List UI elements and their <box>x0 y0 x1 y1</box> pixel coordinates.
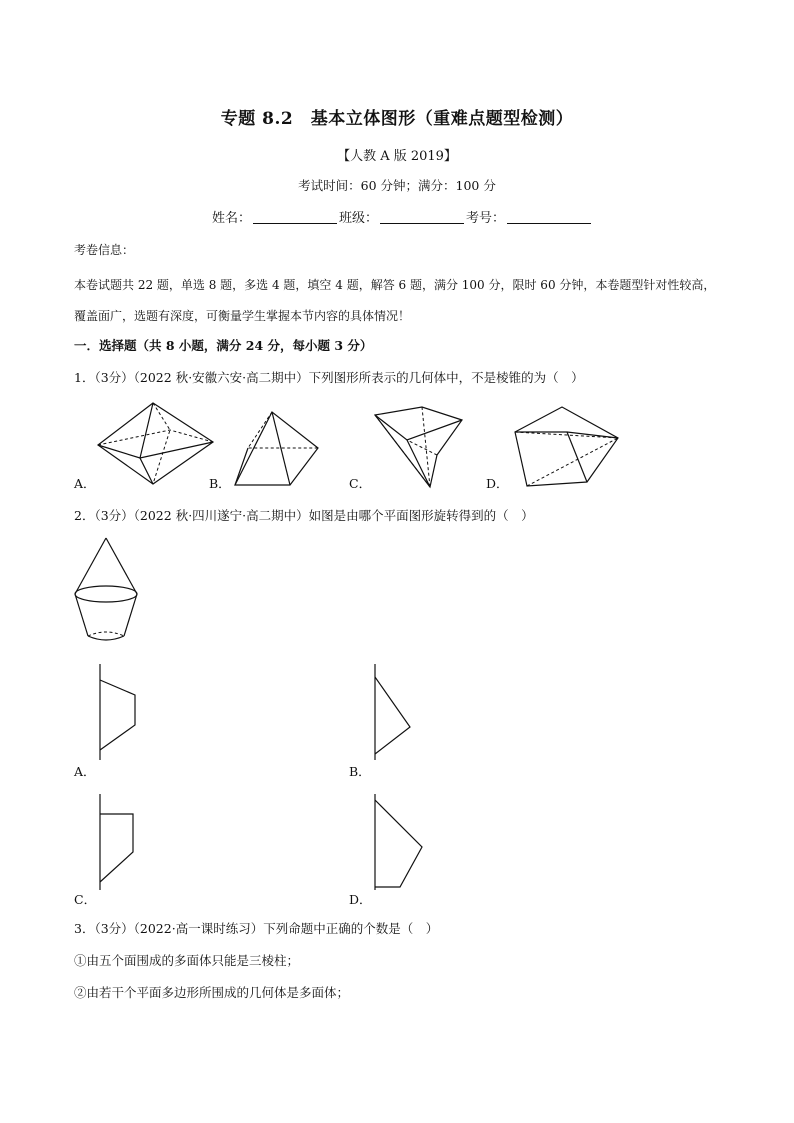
name-label: 姓名： <box>212 211 252 226</box>
q3-statement-1: ①由五个面围成的多面体只能是三棱柱； <box>74 953 300 968</box>
q2-option-b[interactable]: B． <box>349 764 371 779</box>
q1-figure-d <box>512 404 622 490</box>
section-heading: 一．选择题（共 8 小题，满分 24 分，每小题 3 分） <box>74 338 373 353</box>
q1-figure-a <box>95 400 215 490</box>
page-title: 专题 8.2 基本立体图形（重难点题型检测） <box>220 109 574 129</box>
q2-option-c[interactable]: C． <box>74 892 97 907</box>
question-1-stem: 1．（3分）（2022 秋·安徽六安·高二期中）下列图形所表示的几何体中，不是棱锥的为（ ） <box>74 370 584 385</box>
id-blank <box>507 209 591 224</box>
exam-info: 考试时间：60 分钟；满分：100 分 <box>298 178 496 193</box>
class-label: 班级： <box>339 211 379 226</box>
q2-option-d[interactable]: D． <box>349 892 372 907</box>
id-label: 考号： <box>466 211 506 226</box>
q1-option-c[interactable]: C． <box>349 476 372 491</box>
edition-label: 【人教 A 版 2019】 <box>337 149 457 164</box>
class-blank <box>380 209 464 224</box>
question-3-stem: 3．（3分）（2022·高一课时练习）下列命题中正确的个数是（ ） <box>74 921 439 936</box>
q1-figure-c <box>372 405 462 490</box>
q1-figure-b <box>230 410 320 490</box>
name-blank <box>253 209 337 224</box>
question-2-stem: 2．（3分）（2022 秋·四川遂宁·高二期中）如图是由哪个平面图形旋转得到的（ ） <box>74 508 534 523</box>
q2-option-a[interactable]: A． <box>74 764 96 779</box>
q2-figure-d <box>370 792 430 892</box>
q2-figure-c <box>95 792 145 892</box>
q1-option-a[interactable]: A． <box>74 476 96 491</box>
student-fields <box>212 207 593 226</box>
q3-statement-2: ②由若干个平面多边形所围成的几何体是多面体； <box>74 985 350 1000</box>
q2-figure-a <box>95 662 145 762</box>
q2-figure-b <box>370 662 420 762</box>
q1-option-d[interactable]: D． <box>486 476 509 491</box>
paper-info-label: 考卷信息： <box>74 243 135 257</box>
q2-solid-figure <box>72 536 142 646</box>
q1-option-b[interactable]: B． <box>209 476 231 491</box>
paper-info-body: 本卷试题共 22 题，单选 8 题，多选 4 题，填空 4 题，解答 6 题，满分 100 分，限时 60 分钟，本卷题型针对性较高，覆盖面广，选题有深度，可衡量学生掌握本节内容的具体情况！ <box>74 278 716 323</box>
